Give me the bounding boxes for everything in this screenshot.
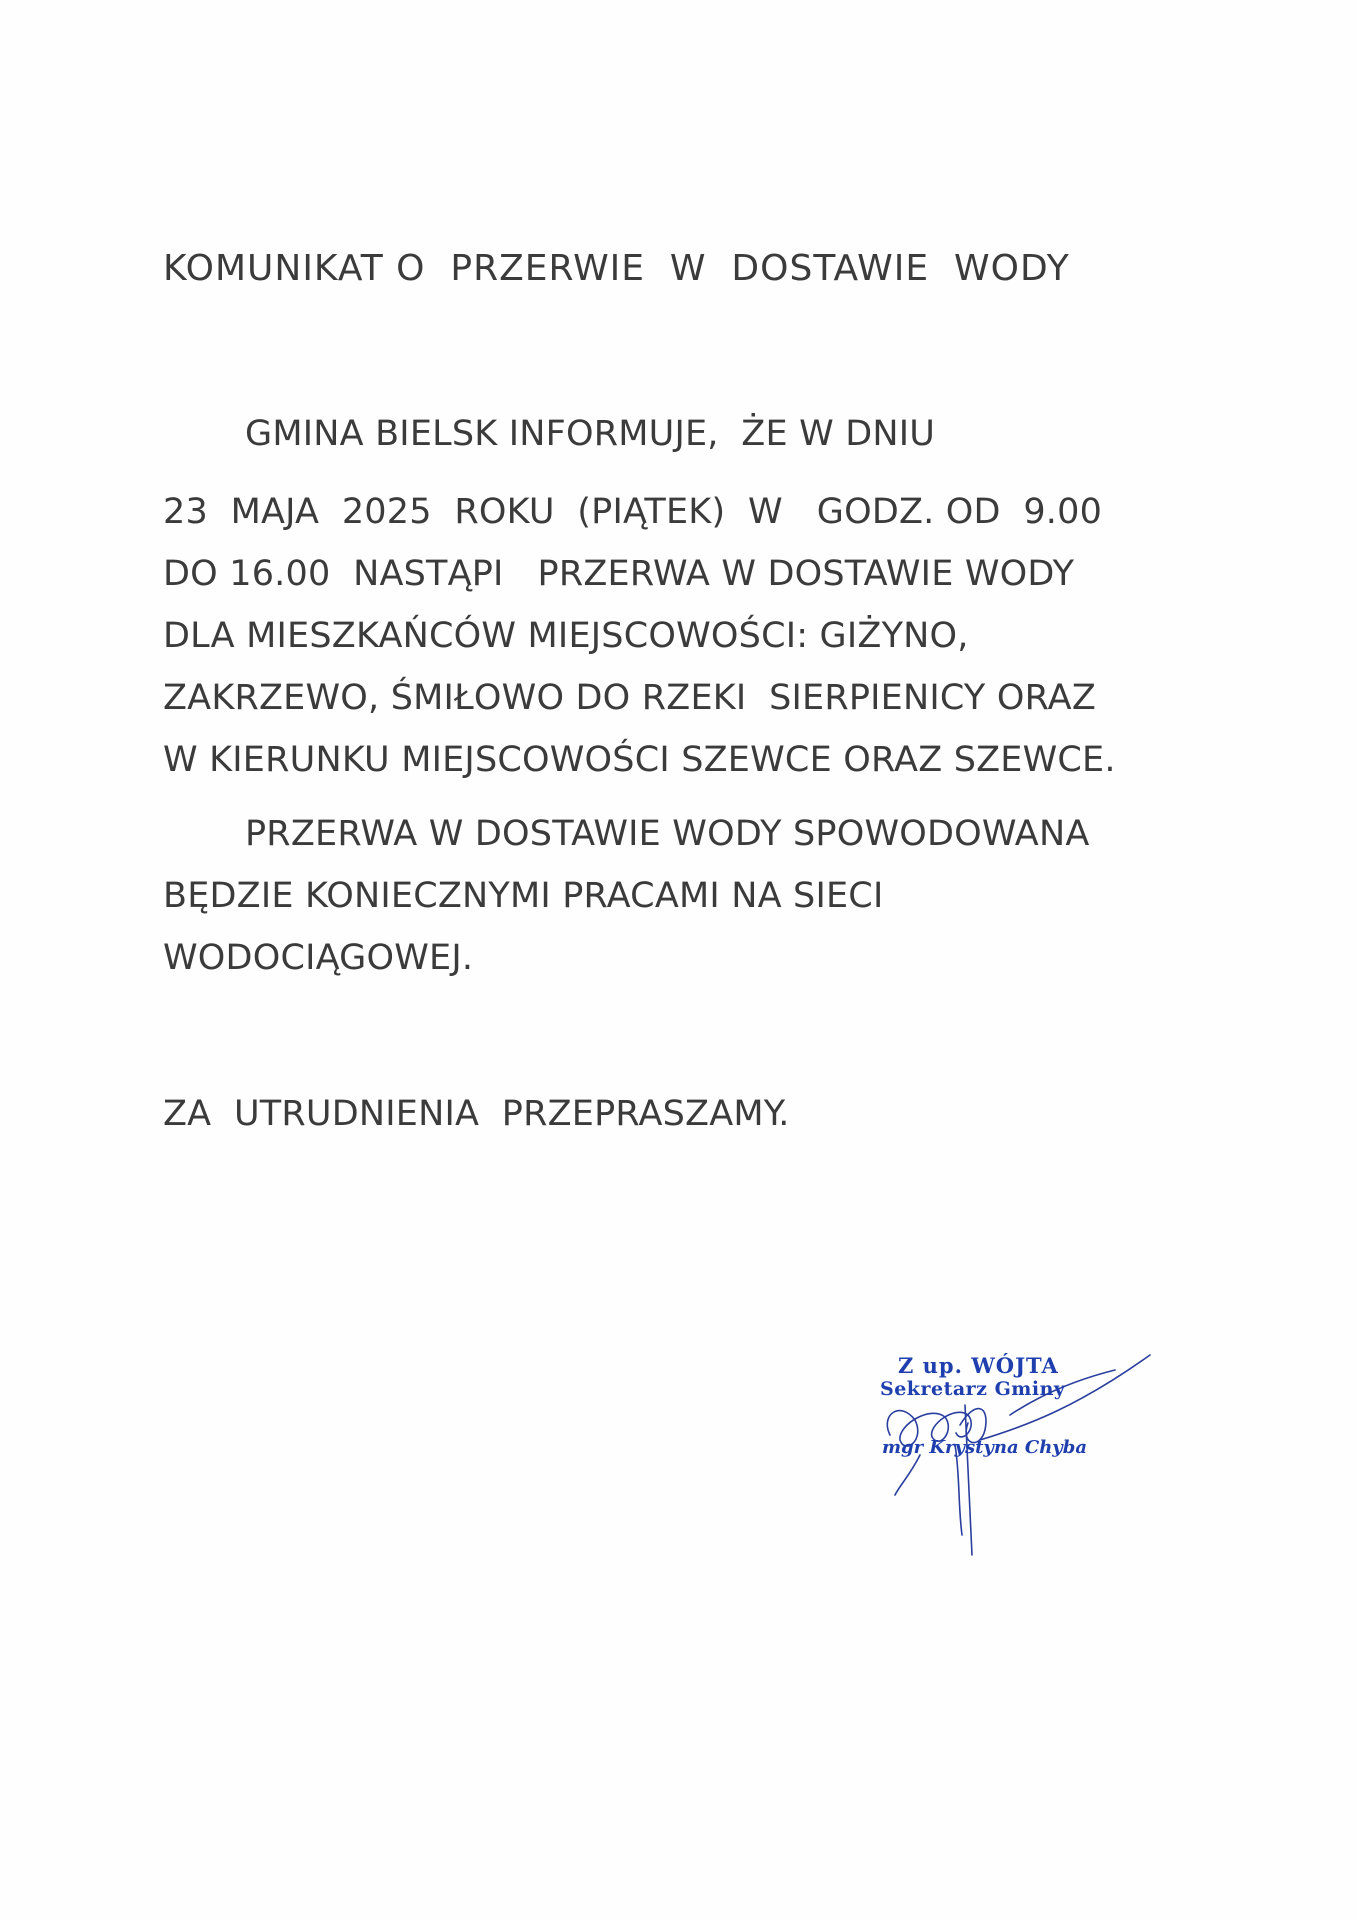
closing-line: ZA UTRUDNIENIA PRZEPRASZAMY.: [163, 1094, 790, 1134]
stamp-line-name: mgr Krystyna Chyba: [882, 1437, 1088, 1458]
stamp-line-authority: Z up. WÓJTA: [898, 1353, 1059, 1378]
paragraph1-line1: GMINA BIELSK INFORMUJE, ŻE W DNIU: [245, 414, 936, 454]
document-title: KOMUNIKAT O PRZERWIE W DOSTAWIE WODY: [163, 248, 1070, 289]
paragraph1-line2: 23 MAJA 2025 ROKU (PIĄTEK) W GODZ. OD 9.00: [163, 492, 1103, 532]
paragraph2-line3: WODOCIĄGOWEJ.: [163, 938, 474, 978]
paragraph2-line2: BĘDZIE KONIECZNYMI PRACAMI NA SIECI: [163, 876, 884, 916]
official-stamp: [860, 1345, 1180, 1575]
stamp-line-position: Sekretarz Gminy: [880, 1378, 1066, 1400]
paragraph1-line3: DO 16.00 NASTĄPI PRZERWA W DOSTAWIE WODY: [163, 554, 1075, 594]
paragraph2-line1: PRZERWA W DOSTAWIE WODY SPOWODOWANA: [245, 814, 1090, 854]
paragraph1-line5: ZAKRZEWO, ŚMIŁOWO DO RZEKI SIERPIENICY ORAZ: [163, 678, 1097, 718]
paragraph1-line6: W KIERUNKU MIEJSCOWOŚCI SZEWCE ORAZ SZEWCE.: [163, 740, 1116, 780]
paragraph1-line4: DLA MIESZKAŃCÓW MIEJSCOWOŚCI: GIŻYNO,: [163, 616, 969, 656]
